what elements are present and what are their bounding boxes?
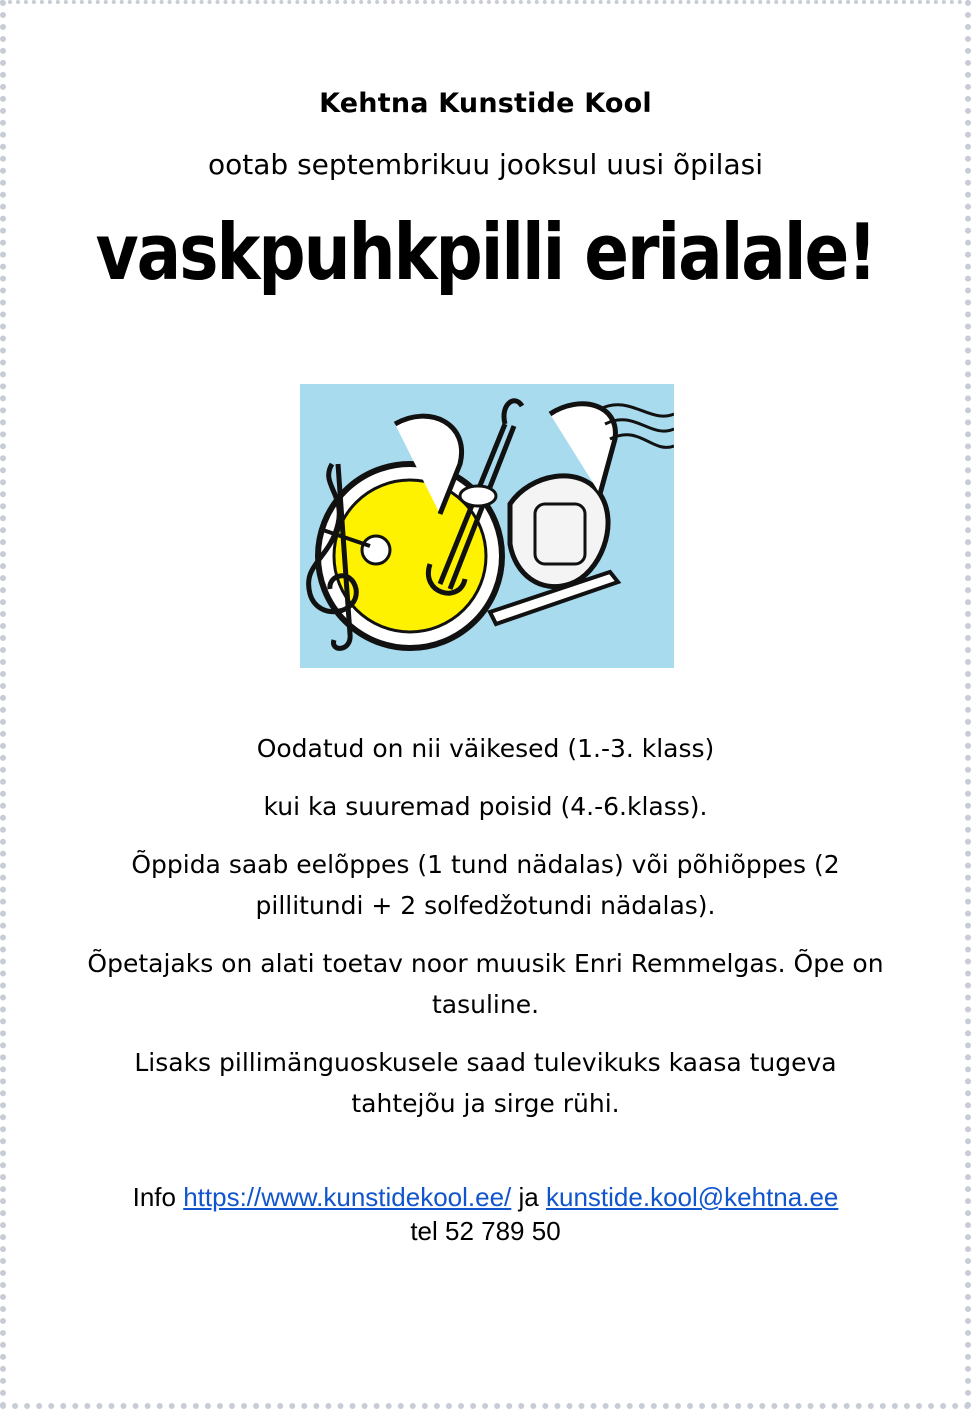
- headline: vaskpuhkpilli erialale!: [95, 207, 876, 298]
- email-link[interactable]: kunstide.kool@kehtna.ee: [546, 1182, 839, 1212]
- phone-number: tel 52 789 50: [410, 1216, 561, 1246]
- website-link[interactable]: https://www.kunstidekool.ee/: [183, 1182, 512, 1212]
- ages-line-2: kui ka suuremad poisid (4.-6.klass).: [263, 792, 708, 821]
- brass-instruments-illustration: [300, 384, 674, 668]
- joiner-text: ja: [518, 1182, 539, 1212]
- contact-info: [40, 1180, 931, 1248]
- paragraph-benefits: Lisaks pillimänguoskusele saad tulevikuks kaasa tugeva tahtejõu ja sirge rühi.: [134, 1048, 837, 1118]
- info-label: Info: [132, 1182, 176, 1212]
- subtitle: ootab septembrikuu jooksul uusi õpilasi: [208, 148, 763, 181]
- poster-page: [40, 0, 931, 1409]
- ages-line-1: Oodatud on nii väikesed (1.-3. klass): [256, 734, 715, 763]
- school-name: Kehtna Kunstide Kool: [319, 88, 652, 119]
- paragraph-ages-2: [80, 786, 891, 827]
- tuba-icon: [510, 476, 608, 587]
- paragraph-ages: [80, 728, 891, 769]
- paragraph-study-options: Õppida saab eelõppes (1 tund nädalas) või põhiõppes (2 pillitundi + 2 solfedžotundi nädalas).: [131, 850, 840, 920]
- body-text: [80, 728, 891, 1141]
- paragraph-teacher: Õpetajaks on alati toetav noor muusik Enri Remmelgas. Õpe on tasuline.: [87, 949, 884, 1019]
- contact-line: [40, 1180, 931, 1214]
